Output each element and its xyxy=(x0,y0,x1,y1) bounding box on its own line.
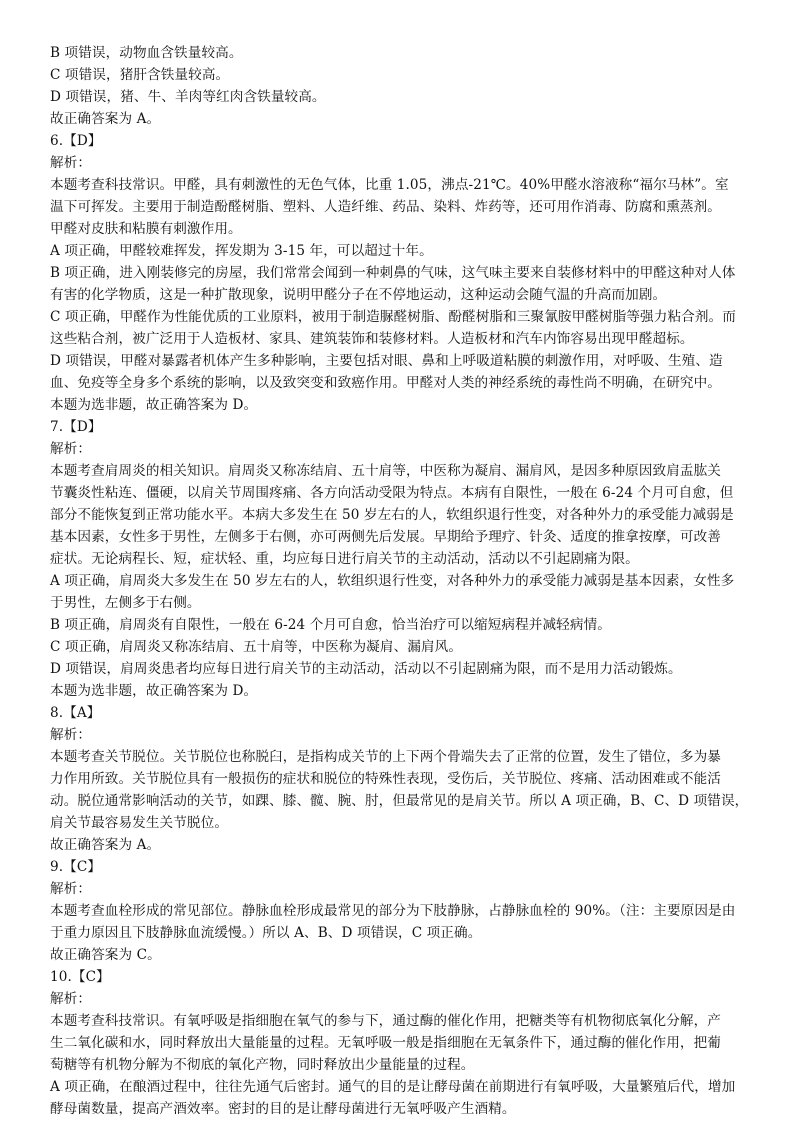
text-line: 血、免疫等全身多个系统的影响，以及致突变和致癌作用。甲醛对人类的神经系统的毒性尚不明确，在研究中。 xyxy=(50,375,721,391)
question-number: 8.【A】 xyxy=(50,705,101,721)
text-line: 本题考查关节脱位。关节脱位也称脱臼，是指构成关节的上下两个骨端失去了正常的位置，发生了错位，多为暴 xyxy=(50,749,721,765)
text-line: C 项正确，甲醛作为性能优质的工业原料，被用于制造脲醛树脂、酚醛树脂和三聚氰胺甲醛树脂等强力粘合剂。而 xyxy=(50,309,736,325)
text-line: 萄糖等有机物分解为不彻底的氧化产物，同时释放出少量能量的过程。 xyxy=(50,1057,475,1073)
text-line: 温下可挥发。主要用于制造酚醛树脂、塑料、人造纤维、药品、染料、炸药等，还可用作消毒、防腐和熏蒸剂。 xyxy=(50,199,721,215)
text-line: 有害的化学物质，这是一种扩散现象，说明甲醛分子在不停地运动，这种运动会随气温的升高而加剧。 xyxy=(50,287,667,303)
question-number: 9.【C】 xyxy=(50,859,102,875)
text-line: 力作用所致。关节脱位具有一般损伤的症状和脱位的特殊性表现，受伤后，关节脱位、疼痛、活动困难或不能活 xyxy=(50,771,721,787)
text-line: D 项错误，猪、牛、羊肉等红肉含铁量较高。 xyxy=(50,89,326,105)
answer-line: 故正确答案为 A。 xyxy=(50,111,161,127)
text-line: 于重力原因且下肢静脉血流缓慢。）所以 A、B、D 项错误，C 项正确。 xyxy=(50,925,482,941)
text-line: D 项错误，甲醛对暴露者机体产生多种影响，主要包括对眼、鼻和上呼吸道粘膜的刺激作用，对呼吸、生殖、造 xyxy=(50,353,723,369)
text-line: 部分不能恢复到正常功能水平。本病大多发生在 50 岁左右的人，软组织退行性变，对各种外力的承受能力减弱是 xyxy=(50,507,734,523)
text-line: 本题考查科技常识。有氧呼吸是指细胞在氧气的参与下，通过酶的催化作用，把糖类等有机物彻底氧化分解，产 xyxy=(50,1013,721,1029)
analysis-heading: 解析： xyxy=(50,155,92,171)
answer-line: 本题为选非题，故正确答案为 D。 xyxy=(50,683,258,699)
text-line: 肩关节最容易发生关节脱位。 xyxy=(50,815,229,831)
text-line: 动。脱位通常影响活动的关节，如踝、膝、髋、腕、肘，但最常见的是肩关节。所以 A 项正确，B、C、D 项错误， xyxy=(50,793,749,809)
question-number: 10.【C】 xyxy=(50,969,110,985)
text-line: 甲醛对皮肤和粘膜有刺激作用。 xyxy=(50,221,242,237)
question-number: 6.【D】 xyxy=(50,133,102,149)
text-line: 本题考查科技常识。甲醛，具有刺激性的无色气体，比重 1.05，沸点-21℃。40%甲醛水溶液称“福尔马林”。室 xyxy=(50,177,729,193)
text-line: C 项错误，猪肝含铁量较高。 xyxy=(50,67,230,83)
text-line: A 项正确，肩周炎大多发生在 50 岁左右的人，软组织退行性变，对各种外力的承受能力减弱是基本因素，女性多 xyxy=(50,573,735,589)
text-line: 基本因素，女性多于男性，左侧多于右侧，亦可两侧先后发展。早期给予理疗、针灸、适度的推拿按摩，可改善 xyxy=(50,529,721,545)
text-line: 节囊炎性粘连、僵硬，以肩关节周围疼痛、各方向活动受限为特点。本病有自限性，一般在 6-24 个月可自愈，但 xyxy=(50,485,734,501)
text-line: 症状。无论病程长、短，症状轻、重，均应每日进行肩关节的主动活动，活动以不引起剧痛为限。 xyxy=(50,551,639,567)
answer-line: 本题为选非题，故正确答案为 D。 xyxy=(50,397,258,413)
text-line: A 项正确，甲醛较难挥发，挥发期为 3-15 年，可以超过十年。 xyxy=(50,243,433,259)
text-line: 本题考查血栓形成的常见部位。静脉血栓形成最常见的部分为下肢静脉，占静脉血栓的 90%。（注：主要原因是由 xyxy=(50,903,736,919)
answer-line: 故正确答案为 C。 xyxy=(50,947,161,963)
text-line: 酵母菌数量，提高产酒效率。密封的目的是让酵母菌进行无氧呼吸产生酒精。 xyxy=(50,1101,516,1117)
text-line: B 项正确，进入刚装修完的房屋，我们常常会闻到一种刺鼻的气味，这气味主要来自装修材料中的甲醛这种对人体 xyxy=(50,265,736,281)
text-line: B 项错误，动物血含铁量较高。 xyxy=(50,45,243,61)
analysis-heading: 解析： xyxy=(50,441,92,457)
text-line: C 项正确，肩周炎又称冻结肩、五十肩等，中医称为凝肩、漏肩风。 xyxy=(50,639,463,655)
text-line: D 项错误，肩周炎患者均应每日进行肩关节的主动活动，活动以不引起剧痛为限，而不是用力活动锻炼。 xyxy=(50,661,682,677)
text-line: 本题考查肩周炎的相关知识。肩周炎又称冻结肩、五十肩等，中医称为凝肩、漏肩风，是因多种原因致肩盂肱关 xyxy=(50,463,721,479)
analysis-heading: 解析： xyxy=(50,881,92,897)
question-number: 7.【D】 xyxy=(50,419,102,435)
text-line: 这些粘合剂，被广泛用于人造板材、家具、建筑装饰和装修材料。人造板材和汽车内饰容易出现甲醛超标。 xyxy=(50,331,694,347)
text-line: A 项正确，在酿酒过程中，往往先通气后密封。通气的目的是让酵母菌在前期进行有氧呼吸，大量繁殖后代，增加 xyxy=(50,1079,736,1095)
text-line: 于男性，左侧多于右侧。 xyxy=(50,595,201,611)
answer-line: 故正确答案为 A。 xyxy=(50,837,161,853)
analysis-heading: 解析： xyxy=(50,727,92,743)
text-line: 生二氧化碳和水，同时释放出大量能量的过程。无氧呼吸一般是指细胞在无氧条件下，通过酶的催化作用，把葡 xyxy=(50,1035,721,1051)
text-line: B 项正确，肩周炎有自限性，一般在 6-24 个月可自愈，恰当治疗可以缩短病程并减轻病情。 xyxy=(50,617,611,633)
analysis-heading: 解析： xyxy=(50,991,92,1007)
